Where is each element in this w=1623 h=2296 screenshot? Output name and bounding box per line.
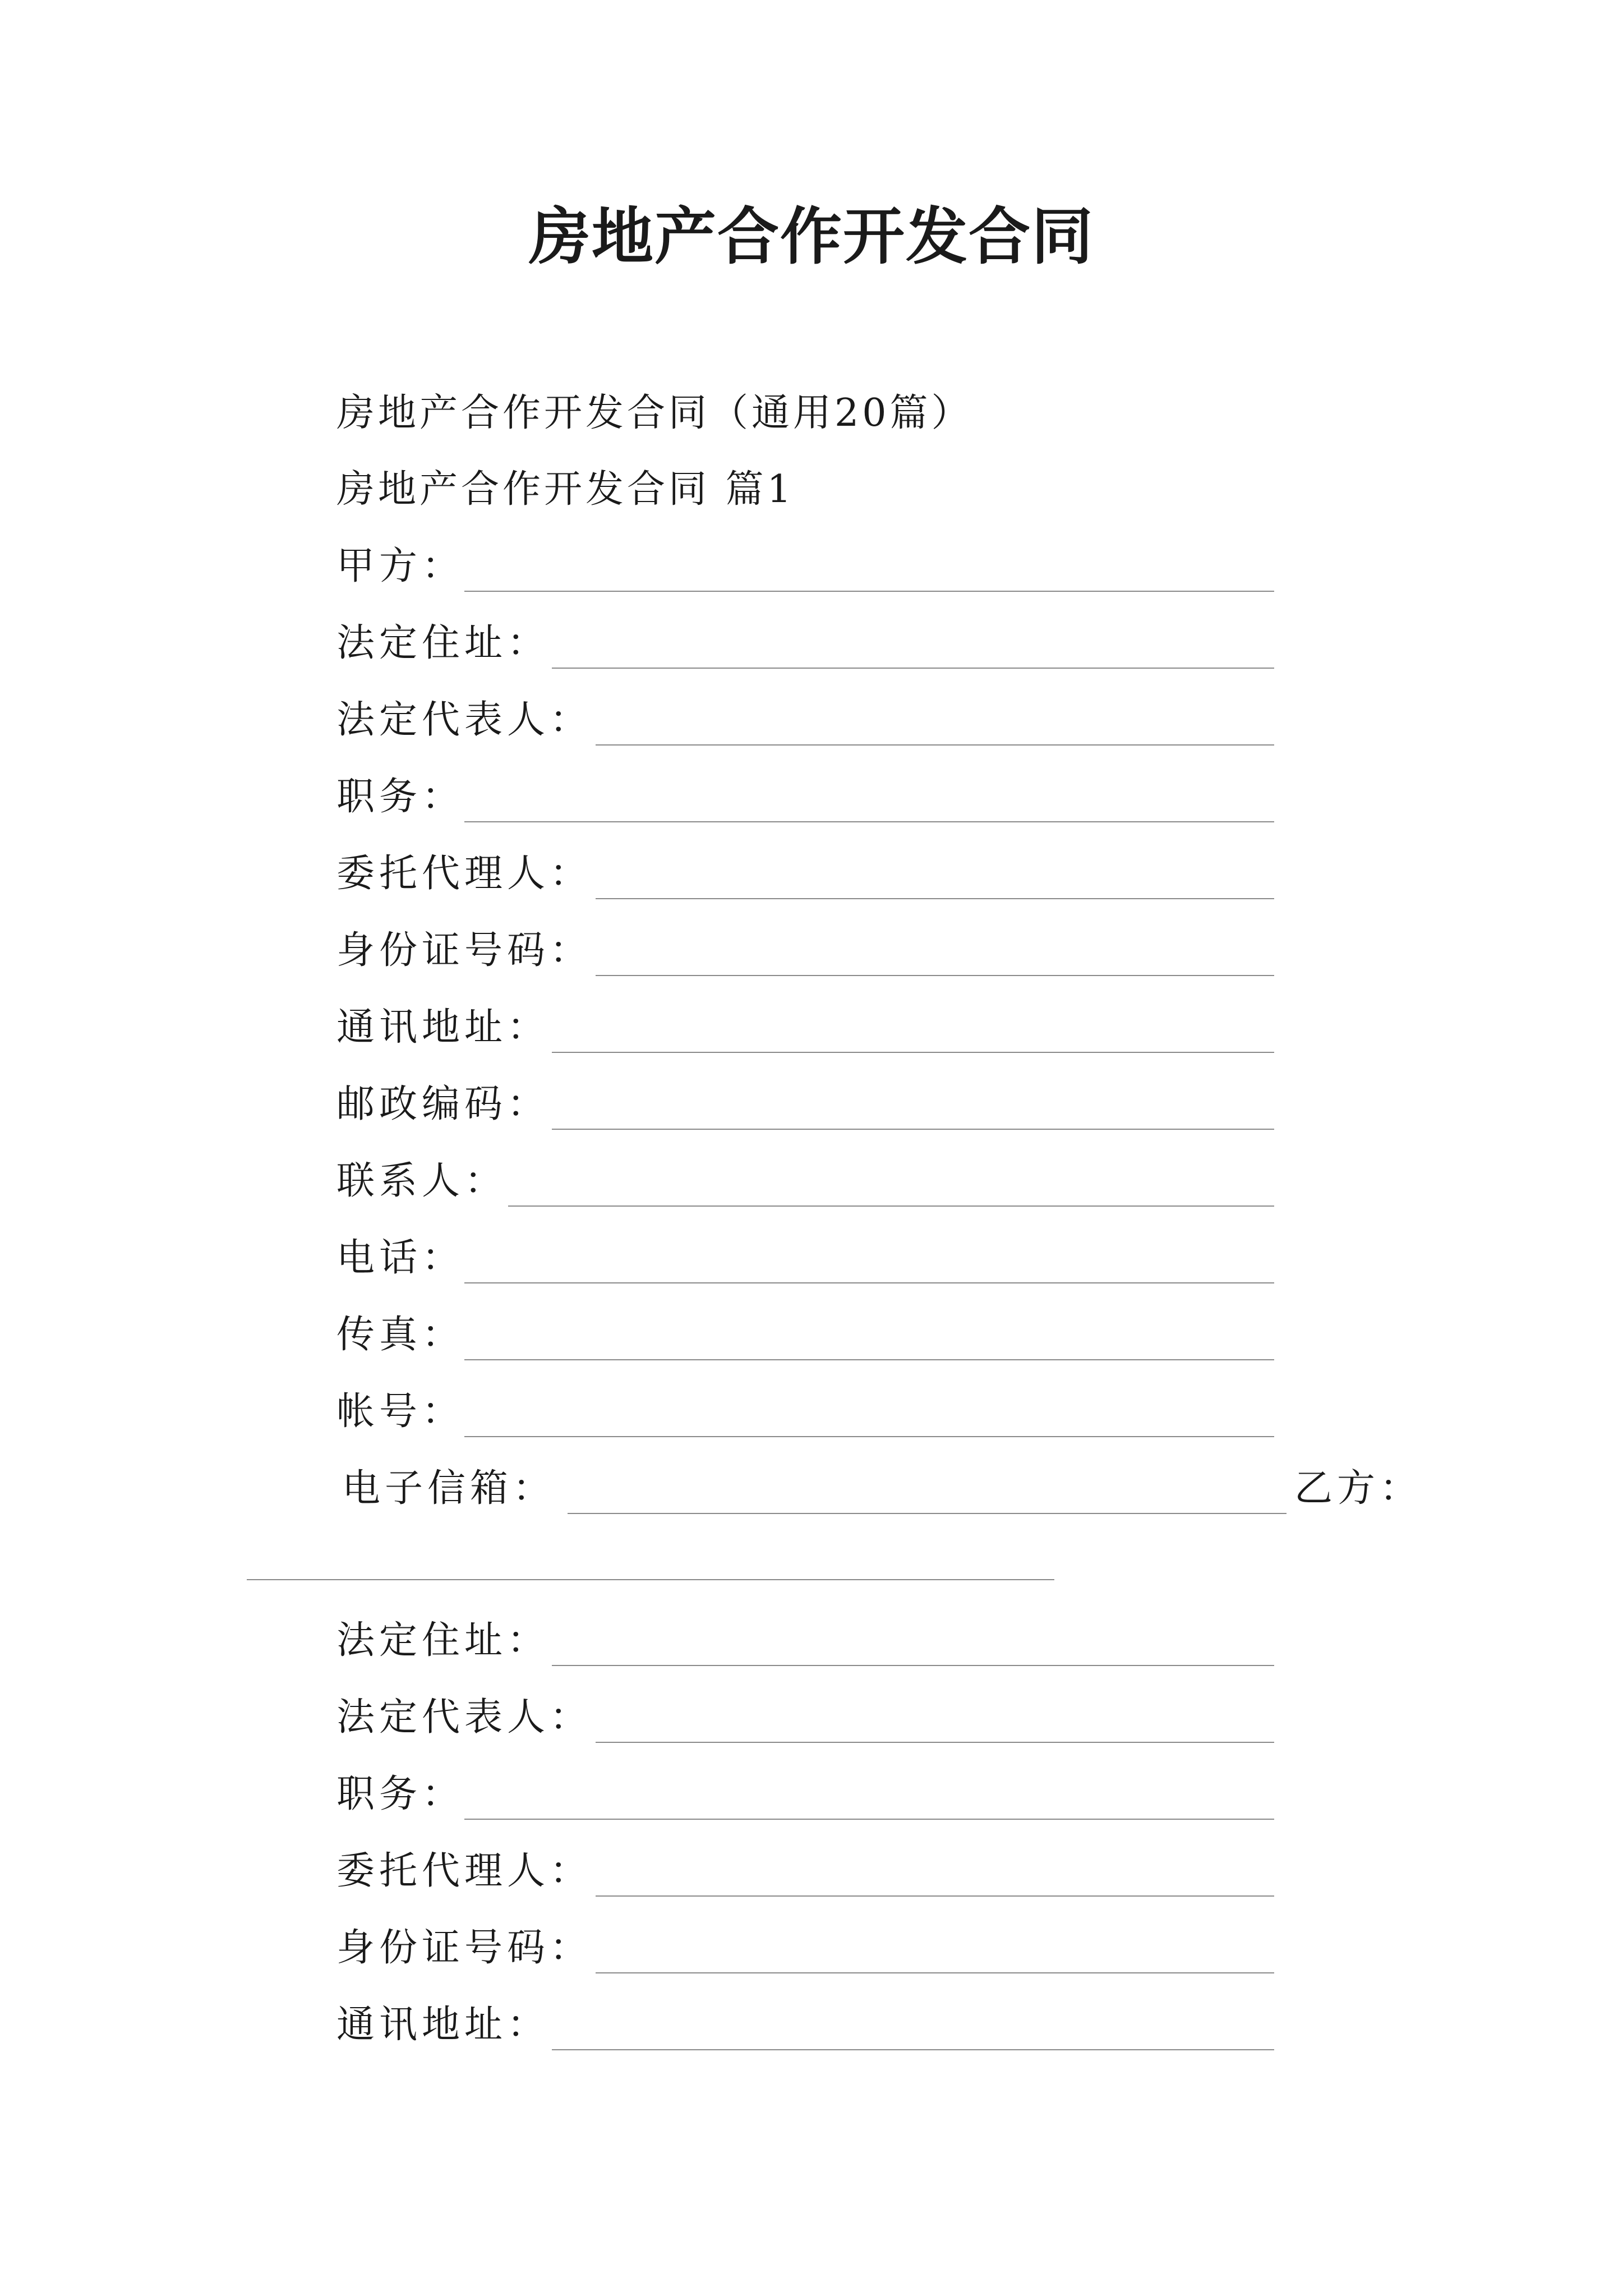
- field-label: 邮政编码：: [336, 1082, 550, 1126]
- party-b-label: 乙方：: [1294, 1466, 1423, 1511]
- fill-in-blank: [552, 1665, 1274, 1666]
- fill-in-blank: [552, 1129, 1274, 1130]
- fill-in-blank: [552, 668, 1274, 669]
- field-label: 联系人：: [336, 1159, 508, 1203]
- field-label: 委托代理人：: [336, 852, 593, 896]
- fill-in-blank: [596, 744, 1274, 746]
- party-a-phone-field: [336, 1233, 1274, 1283]
- party-b-legal-address-field: [336, 1616, 1274, 1666]
- field-label: 职务：: [336, 1772, 465, 1816]
- field-label: 通讯地址：: [336, 2003, 550, 2047]
- fill-in-blank: [508, 1205, 1274, 1207]
- field-label: 法定代表人：: [336, 1695, 593, 1740]
- fill-in-blank: [596, 898, 1274, 899]
- field-label: 委托代理人：: [336, 1849, 593, 1893]
- field-label: 帐号：: [336, 1389, 465, 1434]
- party-a-position-field: [336, 772, 1274, 822]
- field-label: 法定住址：: [336, 1618, 550, 1663]
- party-a-email-field: [342, 1464, 1287, 1514]
- fill-in-blank: [464, 1359, 1274, 1360]
- fill-in-blank: [568, 1513, 1287, 1514]
- fill-in-blank: [464, 1436, 1274, 1437]
- party-a-postal-code-field: [336, 1079, 1274, 1130]
- field-label: 甲方：: [336, 544, 465, 588]
- party-a-legal-representative-field: [336, 695, 1274, 746]
- fill-in-blank: [464, 821, 1274, 822]
- fill-in-blank: [552, 2049, 1274, 2050]
- fill-in-blank: [596, 1972, 1274, 1973]
- field-label: 身份证号码：: [336, 1926, 593, 1970]
- party-b-fill-in-blank: [247, 1579, 1054, 1580]
- field-label: 电子信箱：: [342, 1466, 556, 1511]
- field-label: 法定代表人：: [336, 698, 593, 742]
- party-a-mailing-address-field: [336, 1002, 1274, 1053]
- fill-in-blank: [552, 1052, 1274, 1053]
- field-label: 身份证号码：: [336, 928, 593, 973]
- fill-in-blank: [596, 975, 1274, 976]
- party-a-account-field: [336, 1387, 1274, 1437]
- fill-in-blank: [596, 1895, 1274, 1897]
- field-label: 职务：: [336, 775, 465, 819]
- section-heading: 房地产合作开发合同 篇1: [336, 467, 795, 512]
- field-label: 电话：: [336, 1236, 465, 1280]
- party-a-id-number-field: [336, 926, 1274, 976]
- party-a-fax-field: [336, 1310, 1274, 1360]
- party-a-field: [336, 541, 1274, 592]
- field-label: 法定住址：: [336, 621, 550, 665]
- document-title: 房地产合作开发合同: [529, 200, 1094, 273]
- party-a-contact-person-field: [336, 1156, 1274, 1207]
- party-a-authorized-agent-field: [336, 849, 1274, 899]
- fill-in-blank: [464, 591, 1274, 592]
- party-b-mailing-address-field: [336, 2000, 1274, 2050]
- party-b-id-number-field: [336, 1923, 1274, 1973]
- field-label: 通讯地址：: [336, 1005, 550, 1050]
- party-b-authorized-agent-field: [336, 1846, 1274, 1897]
- party-b-legal-representative-field: [336, 1692, 1274, 1743]
- party-a-legal-address-field: [336, 618, 1274, 669]
- fill-in-blank: [464, 1282, 1274, 1283]
- fill-in-blank: [464, 1819, 1274, 1820]
- document-subtitle: 房地产合作开发合同（通用20篇）: [336, 391, 973, 435]
- field-label: 传真：: [336, 1313, 465, 1357]
- fill-in-blank: [596, 1742, 1274, 1743]
- party-b-position-field: [336, 1769, 1274, 1820]
